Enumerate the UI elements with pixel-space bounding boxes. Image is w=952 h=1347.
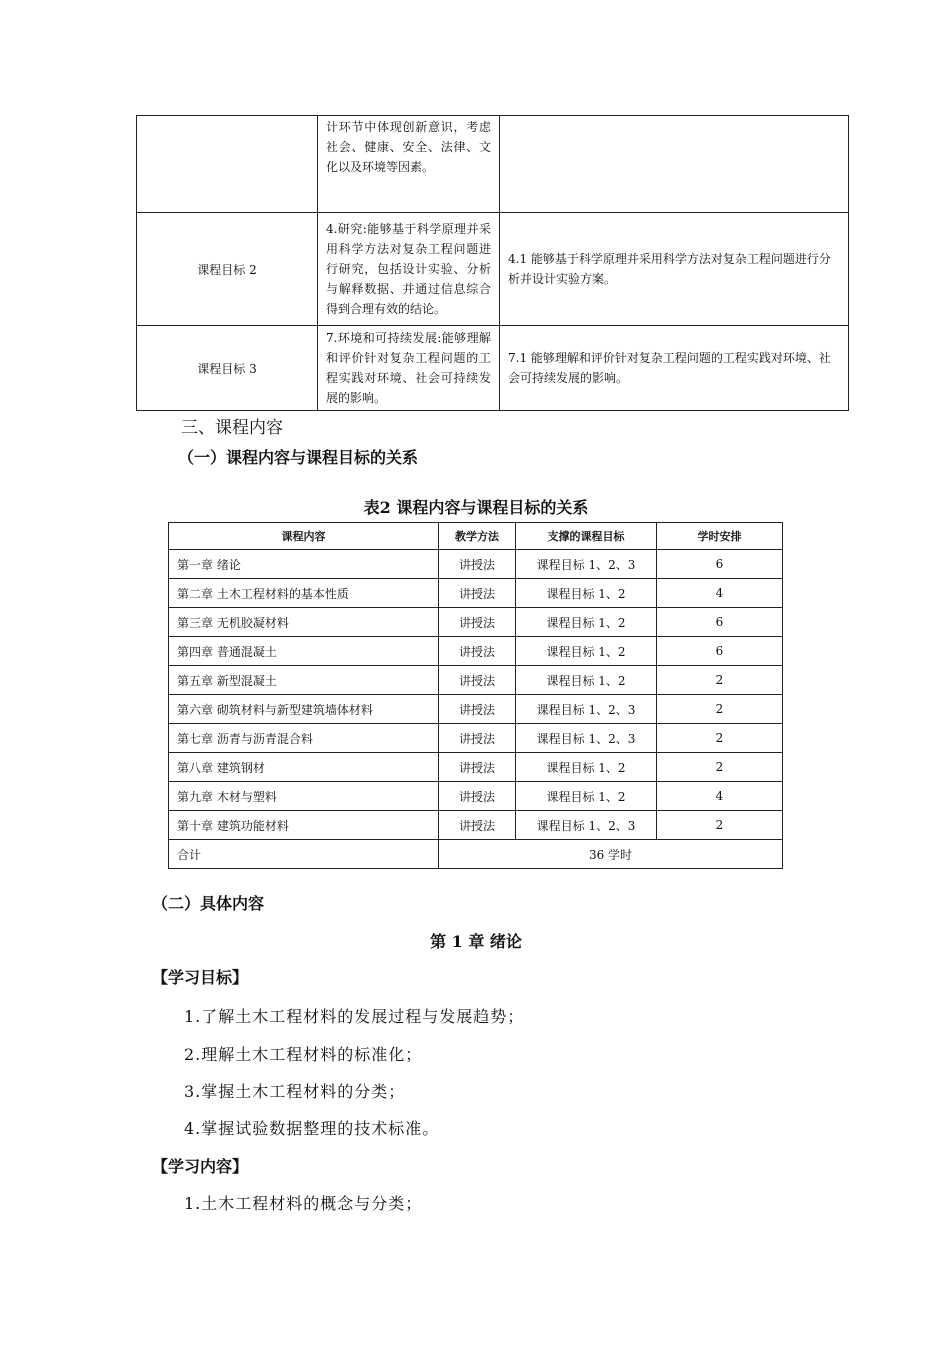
- objectives-heading: 【学习目标】: [152, 968, 249, 987]
- goal-cell: 课程目标 1、2: [516, 782, 657, 811]
- goal-cell: 课程目标 1、2、3: [516, 550, 657, 579]
- table-row: [169, 724, 783, 753]
- goal-cell: 课程目标 1、2: [516, 637, 657, 666]
- total-label-cell: 合计: [169, 840, 439, 869]
- requirement-cell: 7.环境和可持续发展:能够理解和评价针对复杂工程问题的工程实践对环境、社会可持续发展的影响。: [318, 326, 500, 411]
- course-content-table: [168, 522, 783, 869]
- section-title: 三、课程内容: [181, 418, 283, 438]
- method-cell: 讲授法: [439, 753, 516, 782]
- requirement-cell: 4.研究:能够基于科学原理并采用科学方法对复杂工程问题进行研究，包括设计实验、分析与解释数据、并通过信息综合得到合理有效的结论。: [318, 213, 500, 326]
- subsection-title: （一）课程内容与课程目标的关系: [178, 448, 419, 467]
- method-cell: 讲授法: [439, 550, 516, 579]
- goal-cell: 课程目标 2: [137, 213, 318, 326]
- method-cell: 讲授法: [439, 579, 516, 608]
- column-header: 支撑的课程目标: [516, 523, 657, 550]
- goal-cell: 课程目标 1、2、3: [516, 811, 657, 840]
- table-row: [169, 811, 783, 840]
- hours-cell: 2: [657, 666, 783, 695]
- chapter-cell: 第二章 土木工程材料的基本性质: [169, 579, 439, 608]
- table-row: [169, 666, 783, 695]
- total-value-cell: 36 学时: [439, 840, 783, 869]
- column-header: 教学方法: [439, 523, 516, 550]
- hours-cell: 4: [657, 782, 783, 811]
- objective-item: 3.掌握土木工程材料的分类；: [184, 1082, 406, 1101]
- hours-cell: 6: [657, 550, 783, 579]
- chapter-cell: 第六章 砌筑材料与新型建筑墙体材料: [169, 695, 439, 724]
- hours-cell: 6: [657, 637, 783, 666]
- method-cell: 讲授法: [439, 666, 516, 695]
- table-row: [137, 213, 849, 326]
- objective-item: 2.理解土木工程材料的标准化；: [184, 1045, 423, 1064]
- hours-cell: 4: [657, 579, 783, 608]
- table-row: [169, 753, 783, 782]
- subsection-title: （二）具体内容: [152, 894, 265, 913]
- content-item: 1.土木工程材料的概念与分类；: [184, 1194, 423, 1213]
- hours-cell: 6: [657, 608, 783, 637]
- table-row: [169, 695, 783, 724]
- chapter-cell: 第五章 新型混凝土: [169, 666, 439, 695]
- indicator-cell: [500, 116, 849, 213]
- objective-item: 1.了解土木工程材料的发展过程与发展趋势；: [184, 1007, 525, 1026]
- goal-cell: [137, 116, 318, 213]
- content-heading: 【学习内容】: [152, 1157, 249, 1176]
- requirement-cell: 计环节中体现创新意识，考虑社会、健康、安全、法律、文化以及环境等因素。: [318, 116, 500, 213]
- objective-item: 4.掌握试验数据整理的技术标准。: [184, 1119, 440, 1138]
- chapter-cell: 第三章 无机胶凝材料: [169, 608, 439, 637]
- course-goals-table: [136, 115, 849, 411]
- chapter-cell: 第八章 建筑钢材: [169, 753, 439, 782]
- hours-cell: 2: [657, 811, 783, 840]
- chapter-cell: 第九章 木材与塑料: [169, 782, 439, 811]
- indicator-cell: 7.1 能够理解和评价针对复杂工程问题的工程实践对环境、社会可持续发展的影响。: [500, 326, 849, 411]
- goal-cell: 课程目标 1、2: [516, 608, 657, 637]
- goal-cell: 课程目标 3: [137, 326, 318, 411]
- hours-cell: 2: [657, 753, 783, 782]
- chapter-cell: 第一章 绪论: [169, 550, 439, 579]
- method-cell: 讲授法: [439, 811, 516, 840]
- goal-cell: 课程目标 1、2: [516, 666, 657, 695]
- column-header: 课程内容: [169, 523, 439, 550]
- goal-cell: 课程目标 1、2、3: [516, 695, 657, 724]
- table-row: [169, 550, 783, 579]
- method-cell: 讲授法: [439, 608, 516, 637]
- chapter-cell: 第七章 沥青与沥青混合料: [169, 724, 439, 753]
- method-cell: 讲授法: [439, 637, 516, 666]
- chapter-cell: 第十章 建筑功能材料: [169, 811, 439, 840]
- table-row: [169, 637, 783, 666]
- table-row: [137, 116, 849, 213]
- hours-cell: 2: [657, 695, 783, 724]
- table-header-row: [169, 523, 783, 550]
- method-cell: 讲授法: [439, 695, 516, 724]
- method-cell: 讲授法: [439, 724, 516, 753]
- table-row: [137, 326, 849, 411]
- table-row: [169, 608, 783, 637]
- chapter-title: 第 1 章 绪论: [430, 932, 522, 951]
- chapter-cell: 第四章 普通混凝土: [169, 637, 439, 666]
- column-header: 学时安排: [657, 523, 783, 550]
- method-cell: 讲授法: [439, 782, 516, 811]
- indicator-cell: 4.1 能够基于科学原理并采用科学方法对复杂工程问题进行分析并设计实验方案。: [500, 213, 849, 326]
- table-row: [169, 579, 783, 608]
- table-row: [169, 782, 783, 811]
- table-total-row: [169, 840, 783, 869]
- hours-cell: 2: [657, 724, 783, 753]
- goal-cell: 课程目标 1、2、3: [516, 724, 657, 753]
- table-caption: 表2 课程内容与课程目标的关系: [363, 498, 589, 517]
- goal-cell: 课程目标 1、2: [516, 753, 657, 782]
- goal-cell: 课程目标 1、2: [516, 579, 657, 608]
